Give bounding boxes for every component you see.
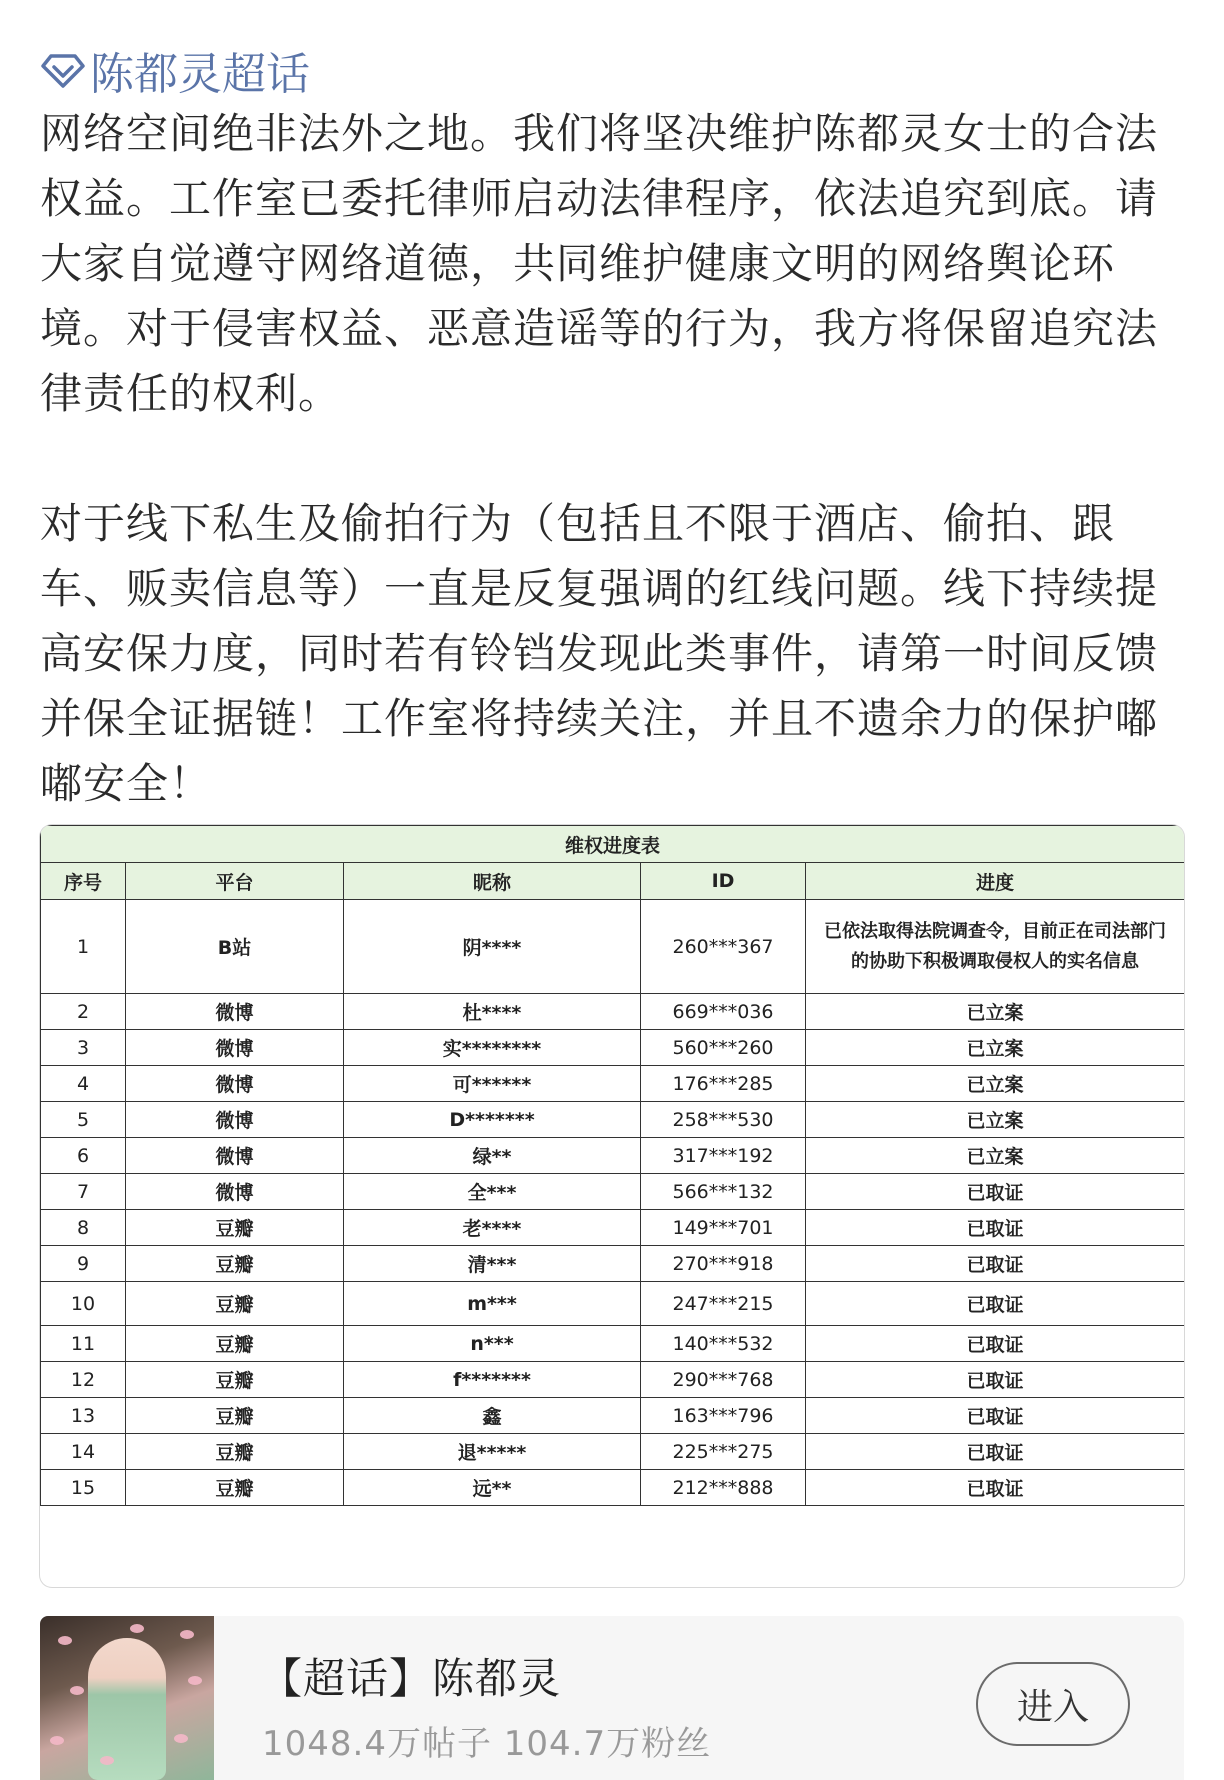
row-number: 8	[41, 1210, 126, 1246]
nickname-cell: 老****	[344, 1210, 641, 1246]
column-header: 昵称	[344, 863, 641, 900]
nickname-cell: 远**	[344, 1470, 641, 1506]
id-cell: 260***367	[641, 900, 806, 994]
table-row	[41, 1174, 1185, 1210]
table-row	[41, 1398, 1185, 1434]
platform-cell: 豆瓣	[126, 1362, 344, 1398]
diamond-outline-icon	[40, 50, 86, 90]
row-number: 12	[41, 1362, 126, 1398]
platform-cell: 微博	[126, 1138, 344, 1174]
id-cell: 290***768	[641, 1362, 806, 1398]
post-body	[40, 101, 1190, 816]
row-number: 11	[41, 1326, 126, 1362]
id-cell: 258***530	[641, 1102, 806, 1138]
row-number: 4	[41, 1066, 126, 1102]
table-row	[41, 900, 1185, 994]
status-cell: 已立案	[806, 1138, 1185, 1174]
status-cell: 已取证	[806, 1174, 1185, 1210]
platform-cell: 微博	[126, 994, 344, 1030]
table-row	[41, 1102, 1185, 1138]
id-cell: 163***796	[641, 1398, 806, 1434]
nickname-cell: 杜****	[344, 994, 641, 1030]
id-cell: 149***701	[641, 1210, 806, 1246]
id-cell: 225***275	[641, 1434, 806, 1470]
status-cell: 已取证	[806, 1210, 1185, 1246]
row-number: 13	[41, 1398, 126, 1434]
status-cell: 已取证	[806, 1326, 1185, 1362]
row-number: 15	[41, 1470, 126, 1506]
supertopic-title: 【超话】陈都灵	[260, 1654, 562, 1703]
id-cell: 566***132	[641, 1174, 806, 1210]
table-title: 维权进度表	[41, 826, 1185, 863]
nickname-cell: 全***	[344, 1174, 641, 1210]
nickname-cell: 退*****	[344, 1434, 641, 1470]
row-number: 10	[41, 1282, 126, 1326]
table-row	[41, 1066, 1185, 1102]
id-cell: 270***918	[641, 1246, 806, 1282]
status-cell: 已取证	[806, 1246, 1185, 1282]
table-row	[41, 994, 1185, 1030]
platform-cell: 微博	[126, 1066, 344, 1102]
platform-cell: B站	[126, 900, 344, 994]
column-header: 进度	[806, 863, 1185, 900]
status-cell: 已立案	[806, 1066, 1185, 1102]
row-number: 5	[41, 1102, 126, 1138]
platform-cell: 豆瓣	[126, 1398, 344, 1434]
id-cell: 212***888	[641, 1470, 806, 1506]
nickname-cell: 可******	[344, 1066, 641, 1102]
table-row	[41, 1326, 1185, 1362]
id-cell: 560***260	[641, 1030, 806, 1066]
platform-cell: 豆瓣	[126, 1210, 344, 1246]
nickname-cell: D*******	[344, 1102, 641, 1138]
supertopic-cover-image	[40, 1616, 214, 1780]
id-cell: 247***215	[641, 1282, 806, 1326]
supertopic-stats: 1048.4万帖子 104.7万粉丝	[262, 1724, 712, 1764]
row-number: 14	[41, 1434, 126, 1470]
row-number: 3	[41, 1030, 126, 1066]
id-cell: 669***036	[641, 994, 806, 1030]
supertopic-link-label: 陈都灵超话	[90, 49, 310, 100]
platform-cell: 豆瓣	[126, 1434, 344, 1470]
post-paragraph-1: 网络空间绝非法外之地。我们将坚决维护陈都灵女士的合法权益。工作室已委托律师启动法律程序，依法追究到底。请大家自觉遵守网络道德，共同维护健康文明的网络舆论环境。对于侵害权益、恶意造谣等的行为，我方将保留追究法律责任的权利。	[40, 109, 1159, 418]
table-row	[41, 1246, 1185, 1282]
status-cell: 已取证	[806, 1434, 1185, 1470]
nickname-cell: 绿**	[344, 1138, 641, 1174]
status-cell: 已取证	[806, 1282, 1185, 1326]
nickname-cell: 实********	[344, 1030, 641, 1066]
nickname-cell: 清***	[344, 1246, 641, 1282]
row-number: 9	[41, 1246, 126, 1282]
status-cell: 已立案	[806, 994, 1185, 1030]
column-header: 平台	[126, 863, 344, 900]
status-cell: 已立案	[806, 1030, 1185, 1066]
platform-cell: 微博	[126, 1030, 344, 1066]
status-cell: 已立案	[806, 1102, 1185, 1138]
table-row	[41, 1210, 1185, 1246]
rights-progress-table-image[interactable]	[40, 825, 1184, 1587]
table-row	[41, 1470, 1185, 1506]
enter-button[interactable]: 进入	[976, 1662, 1130, 1746]
column-header: ID	[641, 863, 806, 900]
platform-cell: 豆瓣	[126, 1470, 344, 1506]
nickname-cell: f*******	[344, 1362, 641, 1398]
table-row	[41, 1362, 1185, 1398]
platform-cell: 豆瓣	[126, 1326, 344, 1362]
nickname-cell: n***	[344, 1326, 641, 1362]
table-row	[41, 1434, 1185, 1470]
nickname-cell: 阴****	[344, 900, 641, 994]
status-cell: 已取证	[806, 1470, 1185, 1506]
status-cell: 已取证	[806, 1362, 1185, 1398]
row-number: 7	[41, 1174, 126, 1210]
id-cell: 140***532	[641, 1326, 806, 1362]
platform-cell: 微博	[126, 1174, 344, 1210]
row-number: 1	[41, 900, 126, 994]
rights-progress-table	[40, 825, 1184, 1506]
id-cell: 317***192	[641, 1138, 806, 1174]
platform-cell: 微博	[126, 1102, 344, 1138]
supertopic-link[interactable]	[40, 40, 310, 100]
platform-cell: 豆瓣	[126, 1246, 344, 1282]
table-row	[41, 1030, 1185, 1066]
id-cell: 176***285	[641, 1066, 806, 1102]
table-row	[41, 1282, 1185, 1326]
row-number: 2	[41, 994, 126, 1030]
supertopic-card[interactable]	[40, 1616, 1184, 1780]
status-cell: 已取证	[806, 1398, 1185, 1434]
platform-cell: 豆瓣	[126, 1282, 344, 1326]
nickname-cell: m***	[344, 1282, 641, 1326]
nickname-cell: 鑫	[344, 1398, 641, 1434]
column-header: 序号	[41, 863, 126, 900]
status-cell: 已依法取得法院调查令，目前正在司法部门的协助下积极调取侵权人的实名信息	[806, 900, 1185, 994]
table-row	[41, 1138, 1185, 1174]
post-paragraph-2: 对于线下私生及偷拍行为（包括且不限于酒店、偷拍、跟车、贩卖信息等）一直是反复强调的红线问题。线下持续提高安保力度，同时若有铃铛发现此类事件，请第一时间反馈并保全证据链！工作室将持续关注，并且不遗余力的保护嘟嘟安全！	[40, 499, 1159, 808]
row-number: 6	[41, 1138, 126, 1174]
